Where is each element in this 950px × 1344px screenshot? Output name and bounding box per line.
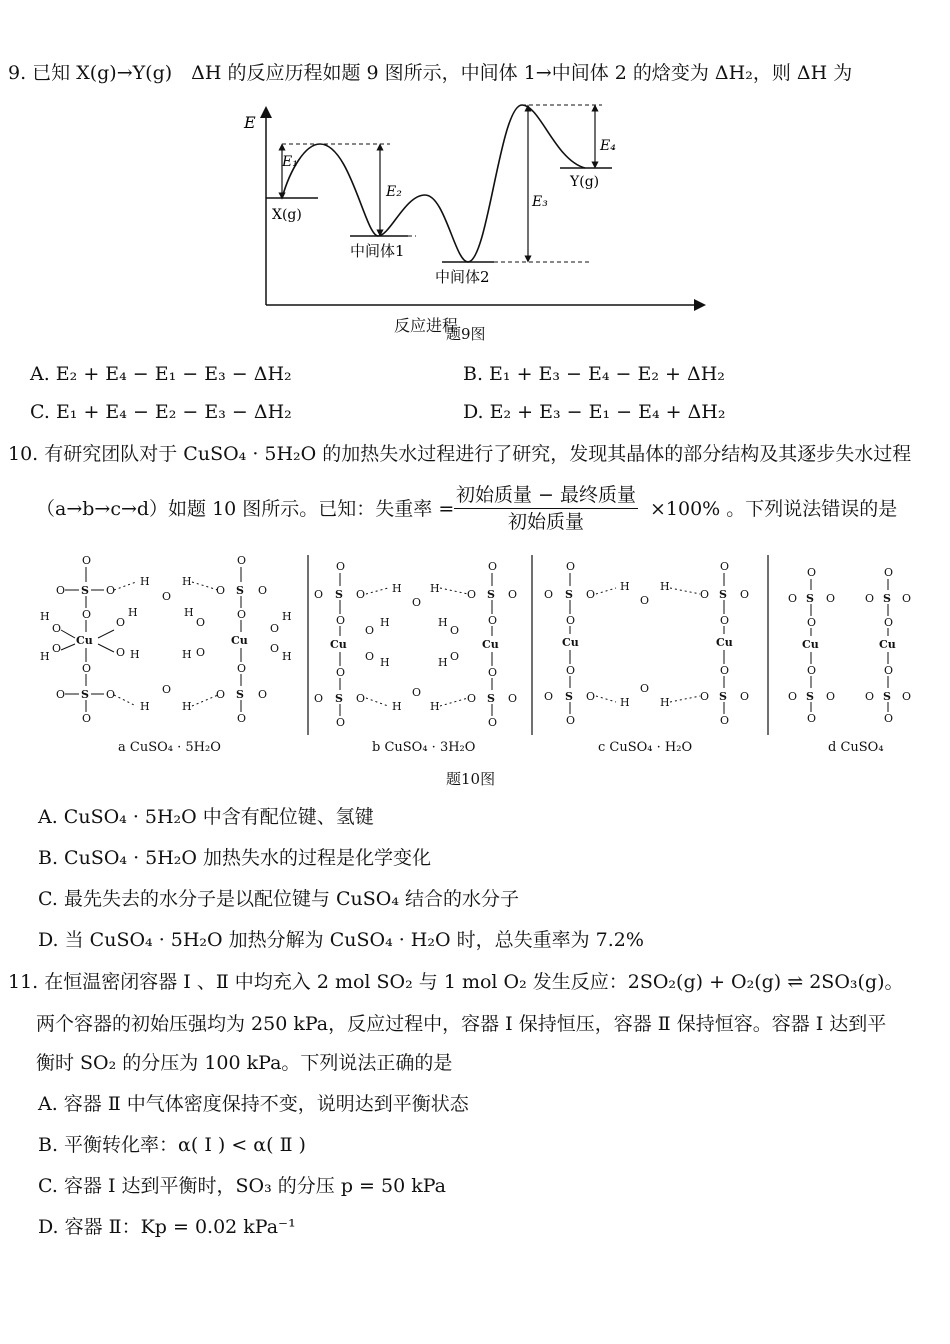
label-int2: 中间体2 <box>435 268 490 286</box>
svg-text:O: O <box>336 666 346 679</box>
svg-text:O: O <box>488 560 498 573</box>
svg-text:H: H <box>140 700 150 713</box>
svg-text:S: S <box>81 584 89 597</box>
y-axis-label: E <box>244 113 256 132</box>
svg-text:O: O <box>586 588 596 601</box>
svg-text:S: S <box>236 584 244 597</box>
svg-text:O: O <box>56 584 66 597</box>
svg-text:O: O <box>566 560 576 573</box>
svg-text:S: S <box>236 688 244 701</box>
svg-text:O: O <box>566 664 576 677</box>
svg-text:O: O <box>116 646 126 659</box>
svg-text:O: O <box>336 560 346 573</box>
svg-text:O: O <box>884 664 894 677</box>
svg-text:O: O <box>412 686 422 699</box>
svg-text:O: O <box>106 688 116 701</box>
svg-text:O: O <box>216 688 226 701</box>
svg-text:H: H <box>182 648 192 661</box>
q10-stem-line2-post: ×100% 。下列说法错误的是 <box>650 498 898 520</box>
svg-text:O: O <box>467 588 477 601</box>
svg-text:O: O <box>467 692 477 705</box>
svg-text:O: O <box>740 588 750 601</box>
label-E2: E₂ <box>386 184 402 200</box>
svg-text:O: O <box>82 554 92 567</box>
svg-text:O: O <box>82 608 92 621</box>
svg-text:H: H <box>282 610 292 623</box>
svg-text:O: O <box>700 588 710 601</box>
svg-text:O: O <box>196 616 206 629</box>
q10-option-B: B. CuSO₄ · 5H₂O 加热失水的过程是化学变化 <box>38 847 432 869</box>
svg-text:O: O <box>566 614 576 627</box>
panel-c-structure <box>544 560 749 727</box>
svg-text:Cu: Cu <box>330 638 347 651</box>
svg-text:O: O <box>258 688 268 701</box>
svg-text:O: O <box>336 614 346 627</box>
svg-text:H: H <box>380 616 390 629</box>
svg-text:Cu: Cu <box>482 638 499 651</box>
svg-text:H: H <box>182 700 192 713</box>
svg-text:H: H <box>380 656 390 669</box>
q10-crystal-structures <box>30 550 920 740</box>
q9-stem: 9. 已知 X(g)→Y(g) ΔH 的反应历程如题 9 图所示，中间体 1→中间体 2 的焓变为 ΔH₂，则 ΔH 为 <box>8 62 853 84</box>
svg-text:O: O <box>314 588 324 601</box>
q11-option-B: B. 平衡转化率：α( Ⅰ ) < α( Ⅱ ) <box>38 1134 306 1156</box>
svg-text:H: H <box>392 700 402 713</box>
svg-text:O: O <box>56 688 66 701</box>
svg-text:O: O <box>566 714 576 727</box>
svg-text:O: O <box>865 690 875 703</box>
svg-text:S: S <box>81 688 89 701</box>
svg-text:H: H <box>430 582 440 595</box>
svg-text:S: S <box>565 690 573 703</box>
svg-text:O: O <box>488 666 498 679</box>
q10-figure-caption: 题10图 <box>446 770 496 788</box>
svg-text:O: O <box>106 584 116 597</box>
svg-text:O: O <box>52 622 62 635</box>
svg-text:H: H <box>660 580 670 593</box>
panel-a-caption: a CuSO₄ · 5H₂O <box>118 740 221 755</box>
svg-text:H: H <box>620 580 630 593</box>
svg-text:O: O <box>216 584 226 597</box>
label-int1: 中间体1 <box>350 242 405 260</box>
loss-rate-fraction <box>454 486 638 532</box>
svg-text:O: O <box>365 650 375 663</box>
svg-text:O: O <box>720 560 730 573</box>
svg-text:O: O <box>52 642 62 655</box>
svg-text:O: O <box>720 664 730 677</box>
svg-text:O: O <box>237 554 247 567</box>
q11-stem-line2: 两个容器的初始压强均为 250 kPa，反应过程中，容器 Ⅰ 保持恒压，容器 Ⅱ 保持恒容。容器 Ⅰ 达到平 <box>36 1013 887 1035</box>
label-E4: E₄ <box>600 138 616 154</box>
svg-text:O: O <box>544 690 554 703</box>
svg-text:O: O <box>807 566 817 579</box>
svg-text:O: O <box>162 683 172 696</box>
label-Y: Y(g) <box>570 174 600 190</box>
svg-text:H: H <box>40 650 50 663</box>
svg-text:O: O <box>807 712 817 725</box>
svg-text:Cu: Cu <box>879 638 896 651</box>
svg-text:O: O <box>116 616 126 629</box>
q10-stem-line1: 10. 有研究团队对于 CuSO₄ · 5H₂O 的加热失水过程进行了研究，发现其晶体的部分结构及其逐步失水过程 <box>8 443 912 465</box>
svg-text:H: H <box>140 575 150 588</box>
svg-text:O: O <box>544 588 554 601</box>
svg-text:O: O <box>826 690 836 703</box>
svg-text:O: O <box>412 596 422 609</box>
svg-text:S: S <box>883 592 891 605</box>
svg-text:O: O <box>356 692 366 705</box>
svg-text:H: H <box>660 696 670 709</box>
panel-d-caption: d CuSO₄ <box>828 740 884 755</box>
fraction-numerator: 初始质量 − 最终质量 <box>454 486 638 509</box>
panel-b-caption: b CuSO₄ · 3H₂O <box>372 740 476 755</box>
svg-text:O: O <box>450 624 460 637</box>
svg-text:S: S <box>487 692 495 705</box>
label-E1: E₁ <box>282 154 298 170</box>
panel-b-structure <box>314 560 517 729</box>
reaction-curve <box>282 105 585 262</box>
svg-text:H: H <box>430 700 440 713</box>
svg-text:H: H <box>128 606 138 619</box>
svg-text:O: O <box>365 624 375 637</box>
svg-text:O: O <box>336 716 346 729</box>
svg-text:O: O <box>237 608 247 621</box>
q11-option-D: D. 容器 Ⅱ：Kp = 0.02 kPa⁻¹ <box>38 1216 296 1238</box>
svg-text:O: O <box>450 650 460 663</box>
svg-text:S: S <box>719 690 727 703</box>
svg-text:S: S <box>335 588 343 601</box>
q11-stem-line1: 11. 在恒温密闭容器 Ⅰ 、Ⅱ 中均充入 2 mol SO₂ 与 1 mol O₂ 发生反应：2SO₂(g) + O₂(g) ⇌ 2SO₃(g)。 <box>8 971 904 993</box>
svg-text:O: O <box>82 712 92 725</box>
panel-a-structure <box>40 554 292 725</box>
q9-option-D: D. E₂ + E₃ − E₁ − E₄ + ΔH₂ <box>463 401 726 423</box>
q9-option-B: B. E₁ + E₃ − E₄ − E₂ + ΔH₂ <box>463 363 725 385</box>
svg-text:O: O <box>720 714 730 727</box>
svg-text:O: O <box>884 616 894 629</box>
svg-text:Cu: Cu <box>231 634 248 647</box>
svg-text:S: S <box>806 690 814 703</box>
svg-text:H: H <box>184 606 194 619</box>
svg-text:O: O <box>902 592 912 605</box>
svg-text:Cu: Cu <box>562 636 579 649</box>
svg-text:H: H <box>130 648 140 661</box>
svg-text:O: O <box>258 584 268 597</box>
svg-text:H: H <box>40 610 50 623</box>
svg-text:O: O <box>162 590 172 603</box>
svg-text:O: O <box>640 594 650 607</box>
svg-text:O: O <box>488 716 498 729</box>
svg-text:H: H <box>182 575 192 588</box>
svg-text:O: O <box>788 690 798 703</box>
svg-text:S: S <box>565 588 573 601</box>
svg-text:Cu: Cu <box>716 636 733 649</box>
svg-text:H: H <box>438 656 448 669</box>
svg-text:S: S <box>806 592 814 605</box>
svg-text:S: S <box>335 692 343 705</box>
q9-option-A: A. E₂ + E₄ − E₁ − E₃ − ΔH₂ <box>30 363 292 385</box>
svg-text:O: O <box>270 622 280 635</box>
svg-text:O: O <box>237 712 247 725</box>
svg-text:O: O <box>884 712 894 725</box>
svg-text:O: O <box>314 692 324 705</box>
svg-text:S: S <box>883 690 891 703</box>
svg-text:O: O <box>586 690 596 703</box>
q11-stem-line3: 衡时 SO₂ 的分压为 100 kPa。下列说法正确的是 <box>36 1052 453 1074</box>
q11-option-A: A. 容器 Ⅱ 中气体密度保持不变，说明达到平衡状态 <box>38 1093 469 1115</box>
q9-figure-caption: 题9图 <box>446 325 486 343</box>
q9-option-C: C. E₁ + E₄ − E₂ − E₃ − ΔH₂ <box>30 401 292 423</box>
svg-text:S: S <box>487 588 495 601</box>
svg-text:Cu: Cu <box>76 634 93 647</box>
q10-option-A: A. CuSO₄ · 5H₂O 中含有配位键、氢键 <box>38 806 374 828</box>
svg-text:O: O <box>508 692 518 705</box>
svg-text:O: O <box>720 614 730 627</box>
panel-d-structure <box>788 566 911 725</box>
svg-text:H: H <box>282 650 292 663</box>
q11-option-C: C. 容器 Ⅰ 达到平衡时，SO₃ 的分压 p = 50 kPa <box>38 1175 446 1197</box>
svg-text:O: O <box>237 662 247 675</box>
svg-text:S: S <box>719 588 727 601</box>
fraction-denominator: 初始质量 <box>507 511 584 533</box>
svg-text:O: O <box>788 592 798 605</box>
svg-text:O: O <box>740 690 750 703</box>
svg-text:O: O <box>700 690 710 703</box>
svg-text:O: O <box>508 588 518 601</box>
svg-text:O: O <box>807 664 817 677</box>
svg-text:Cu: Cu <box>802 638 819 651</box>
svg-text:O: O <box>640 682 650 695</box>
q10-option-C: C. 最先失去的水分子是以配位键与 CuSO₄ 结合的水分子 <box>38 888 520 910</box>
svg-text:H: H <box>392 582 402 595</box>
panel-c-caption: c CuSO₄ · H₂O <box>598 740 693 755</box>
svg-text:O: O <box>356 588 366 601</box>
q10-option-D: D. 当 CuSO₄ · 5H₂O 加热分解为 CuSO₄ · H₂O 时，总失重率为 7.2% <box>38 929 644 951</box>
svg-text:H: H <box>438 616 448 629</box>
svg-text:O: O <box>82 662 92 675</box>
svg-text:H: H <box>620 696 630 709</box>
svg-text:O: O <box>826 592 836 605</box>
svg-text:O: O <box>884 566 894 579</box>
q9-energy-diagram <box>230 100 710 350</box>
q10-stem-line2-pre: （a→b→c→d）如题 10 图所示。已知：失重率 = <box>36 498 455 520</box>
label-E3: E₃ <box>532 194 548 210</box>
svg-text:O: O <box>865 592 875 605</box>
q9-x-axis-label: 反应进程 <box>394 316 459 335</box>
label-X: X(g) <box>272 207 302 223</box>
svg-text:O: O <box>488 614 498 627</box>
svg-text:O: O <box>807 616 817 629</box>
svg-text:O: O <box>902 690 912 703</box>
svg-text:O: O <box>270 642 280 655</box>
svg-text:O: O <box>196 646 206 659</box>
